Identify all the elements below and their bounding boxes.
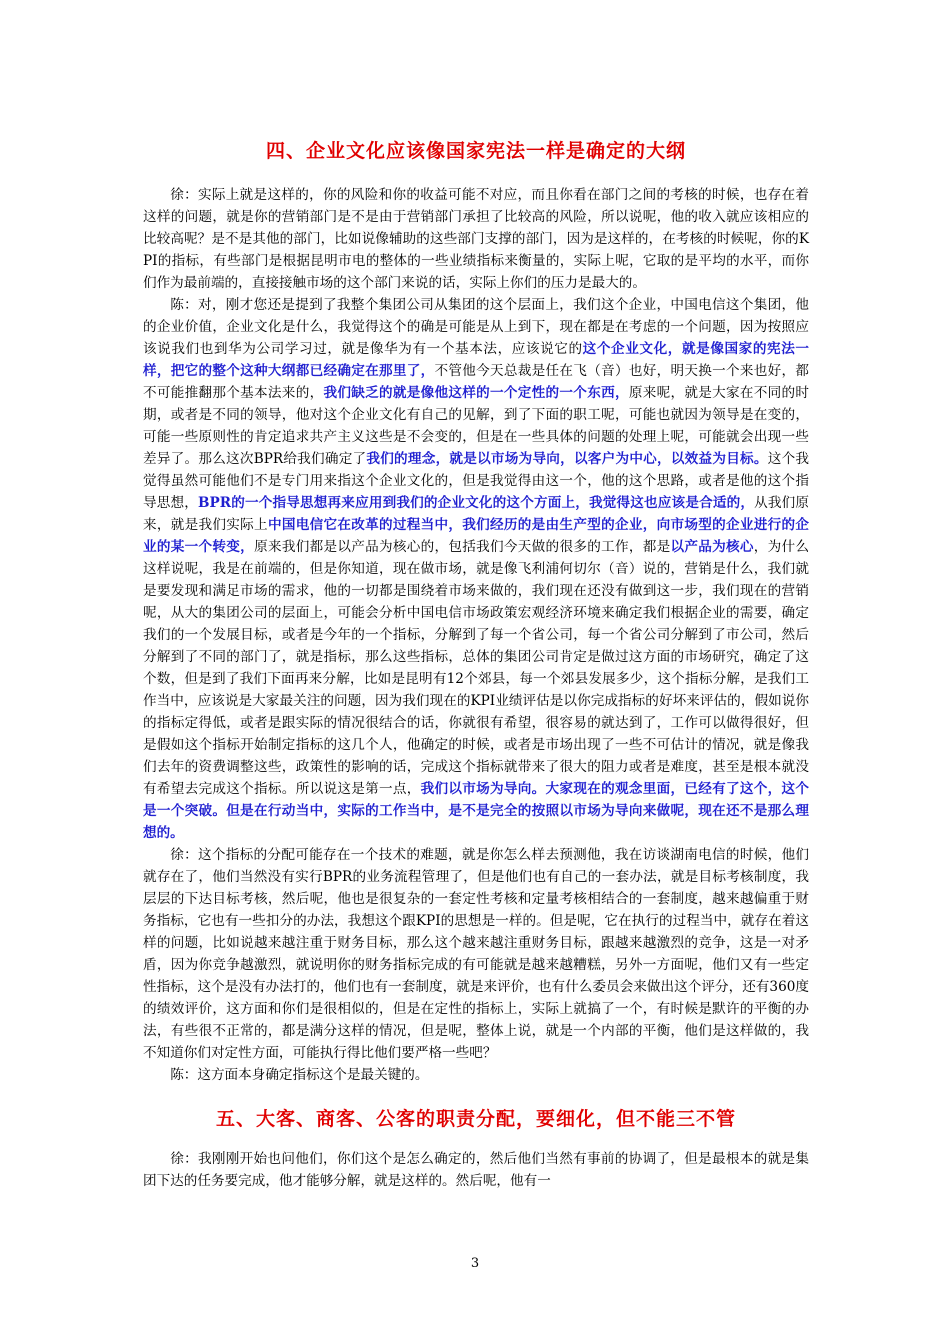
text-segment: 原来我们都是以产品为核心的，包括我们今天做的很多的工作，都是	[254, 539, 671, 555]
text-segment: ，为什么这样说呢，我是在前端的，但是你知道，现在做市场，就是像飞利浦何切尔（音）说的，营销是什么，我们就是要发现和满足市场的需求，他的一切都是围绕着市场来做的，我们现在还没有做到这一步，我们现在的营销呢，从大的集团公司的层面上，可能会分析中国电信市场政策宏观经济环境来确定我们根据企业的需要，确定我们的一个发展目标，或者是今年的一个指标，分解到了每一个省公司，每一个省公司分解到了市公司，然后分解到了不同的部门了，就是指标，那么这些指标，总体的集团公司肯定是做过这方面的市场研究，确定了这个数，但是到了我们下面再来分解，比如是昆明有12个郊县，每一个郊县发展多少，这个指标分解，是我们工作当中，应该说是大家最关注的问题，因为我们现在的KPI业绩评估是以你完成指标的好坏来评估的，假如说你的指标定得低，或者是跟实际的情况很结合的话，你就很有希望，很容易的就达到了，工作可以做得很好，但是假如这个指标开始制定指标的这几个人，他确定的时候，或者是市场出现了一些不可估计的情况，就是像我们去年的资费调整这些，政策性的影响的话，完成这个指标就带来了很大的阻力或者是难度，甚至是根本就没有希望去完成这个指标。所以说这是第一点，	[143, 539, 810, 797]
paragraph-chen-2: 陈：这方面本身确定指标这个是最关键的。	[170, 1067, 429, 1083]
text-segment: 原来呢，就是大家在不同的时期，或者是不同的领导，他对这个企业文化有自己的见解，到了下面的职工呢，可能也就因为领导是在变的，可能一些原则性的肯定追求共产主义这些是不会变的，但是在一些具体的问题的处理上呢，可能就会出现一些差异了。那么这次BPR给我们确定了	[143, 385, 810, 467]
paragraph-xu-1: 徐：实际上就是这样的，你的风险和你的收益可能不对应，而且你看在部门之间的考核的时候，也存在着这样的问题，就是你的营销部门是不是由于营销部门承担了比较高的风险，所以说呢，他的收入就应该相应的比较高呢？是不是其他的部门，比如说像辅助的这些部门支撑的部门，因为是这样的，在考核的时候呢，你的KPI的指标，有些部门是根据昆明市电的整体的一些业绩指标来衡量的，实际上呢，它取的是平均的水平，而你们作为最前端的，直接接触市场的这个部门来说的话，实际上你们的压力是最大的。	[143, 187, 809, 291]
highlighted-text: 中国电信它在改革的过程当中，我们经历的是由生产型的企业，向市场型的企业进行的企业的某一个转变，	[143, 517, 810, 555]
text-segment: 不管他今天总裁是任在飞（音）也好，明天换一个来也好，都不可能推翻那个基本法来的，	[143, 363, 809, 401]
highlighted-text: 这个企业文化，就是像国家的宪法一样，把它的整个这种大纲都已经确定在那里了，	[143, 341, 810, 379]
paragraph-xu-3: 徐：我刚刚开始也问他们，你们这个是怎么确定的，然后他们当然有事前的协调了，但是最根本的就是集团下达的任务要完成，他才能够分解，就是这样的。然后呢，他有一	[143, 1151, 809, 1189]
highlighted-text: 我们的理念，就是以市场为导向，以客户为中心，以效益为目标。	[366, 451, 768, 467]
highlighted-text: 我们以市场为导向。大家现在的观念里面，已经有了这个，这个是一个突破。但是在行动当中，实际的工作当中，是不是完全的按照以市场为导向来做呢，现在还不是那么理想的。	[143, 781, 810, 841]
highlighted-text: 以产品为核心	[670, 539, 754, 555]
section-heading-4: 四、企业文化应该像国家宪法一样是确定的大纲	[265, 140, 686, 162]
highlighted-text: 我们缺乏的就是像他这样的一个定性的一个东西，	[323, 385, 629, 401]
paragraph-chen-1	[143, 294, 809, 844]
text-segment: 这个我觉得虽然可能他们不是专门用来指这个企业文化的，但是我觉得由这一个，他的这个思路，或者是他的这个指导思想，	[143, 451, 810, 511]
text-segment: 陈：对，刚才您还是提到了我整个集团公司从集团的这个层面上，我们这个企业，中国电信这个集团，他的企业价值，企业文化是什么，我觉得这个的确是可能是从上到下，现在都是在考虑的一个问题，因为按照应该说我们也到华为公司学习过，就是像华为有一个基本法，应该说它的	[143, 297, 809, 357]
text-segment: 从我们原来，就是我们实际上	[143, 495, 810, 533]
document-body	[143, 128, 809, 1192]
section-heading-5: 五、大客、商客、公客的职责分配，要细化，但不能三不管	[215, 1108, 736, 1130]
highlighted-text: BPR的一个指导思想再来应用到我们的企业文化的这个方面上，我觉得这也应该是合适的，	[198, 495, 755, 511]
page-number: 3	[470, 1256, 480, 1271]
paragraph-xu-2: 徐：这个指标的分配可能存在一个技术的难题，就是你怎么样去预测他，我在访谈湖南电信的时候，他们就存在了，他们当然没有实行BPR的业务流程管理了，但是他们也有自己的一套办法，就是目标考核制度，我层层的下达目标考核，然后呢，他也是很复杂的一套定性考核和定量考核相结合的一套制度，越来越偏重于财务指标，它也有一些扣分的办法，我想这个跟KPI的思想是一样的。但是呢，它在执行的过程当中，就存在着这样的问题，比如说越来越注重于财务目标，那么这个越来越注重财务目标，跟越来越激烈的竞争，这是一对矛盾，因为你竞争越激烈，就说明你的财务指标完成的有可能就是越来越糟糕，另外一方面呢，他们又有一些定性指标，这个是没有办法打的，他们也有一套制度，就是来评价，也有什么委员会来做出这个评分，还有360度的绩效评价，这方面和你们是很相似的，但是在定性的指标上，实际上就搞了一个，有时候是默许的平衡的办法，有些很不正常的，都是满分这样的情况，但是呢，整体上说，就是一个内部的平衡，他们是这样做的，我不知道你们对定性方面，可能执行得比他们要严格一些吧？	[143, 847, 809, 1061]
